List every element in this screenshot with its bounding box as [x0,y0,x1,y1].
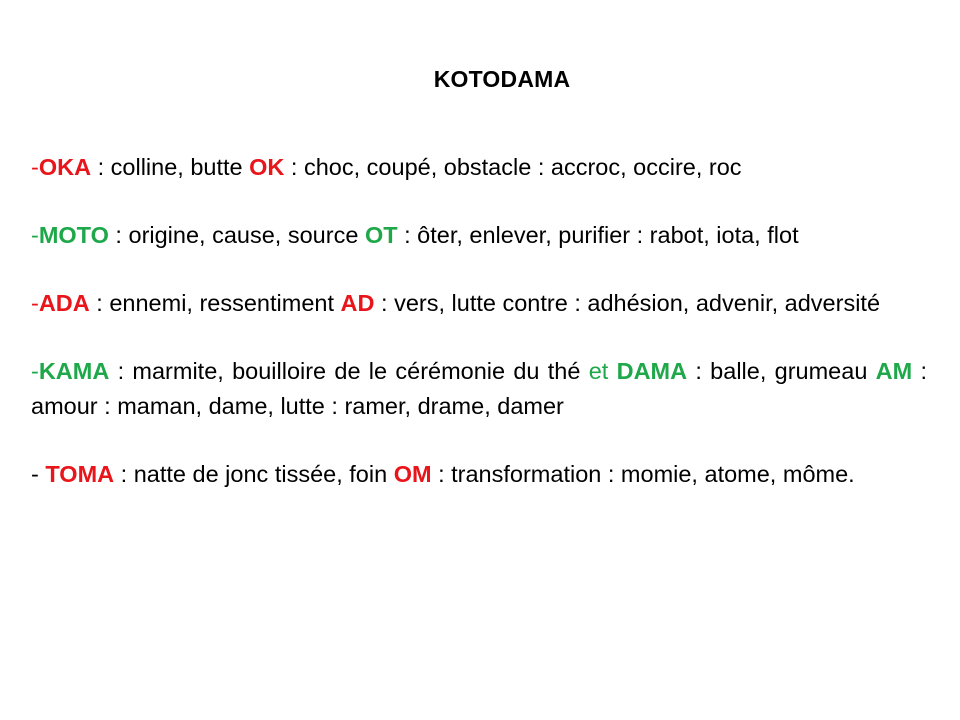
keyword-toma: TOMA [45,461,115,487]
derived-words-ot: : ôter, enlever, purifier : rabot, iota, flot [397,222,799,248]
paragraph-toma [31,457,927,492]
keyword-ada: ADA [38,290,90,316]
dash: - [31,222,39,248]
derived-words-am: : amour : maman, dame, lutte : ramer, drame, damer [31,358,928,419]
root-am: AM [875,358,913,384]
dash: - [31,358,39,384]
keyword-dama: DAMA [616,358,688,384]
derived-words-om: : transformation : momie, atome, môme. [431,461,855,487]
root-om: OM [393,461,432,487]
root-ok: OK [249,154,285,180]
dash: - [31,290,39,316]
definition-ada: : ennemi, ressentiment [89,290,341,316]
keyword-moto: MOTO [38,222,109,248]
definition-dama: : balle, grumeau [687,358,876,384]
root-ad: AD [340,290,375,316]
dash: - [31,154,39,180]
conjunction-et: et [588,358,609,384]
paragraph-oka [31,150,927,185]
keyword-oka: OKA [38,154,92,180]
definition-toma: : natte de jonc tissée, foin [114,461,394,487]
derived-words-ok: : choc, coupé, obstacle : accroc, occire, roc [284,154,742,180]
keyword-kama: KAMA [38,358,110,384]
slide-title: KOTODAMA [433,66,571,92]
paragraph-ada [31,286,927,321]
paragraph-kama [31,354,927,424]
slide-body [31,150,927,525]
dash: - [31,461,46,487]
definition-oka: : colline, butte [91,154,250,180]
root-ot: OT [364,222,398,248]
definition-kama: : marmite, bouilloire de le cérémonie du thé [109,358,589,384]
paragraph-moto [31,218,927,253]
derived-words-ad: : vers, lutte contre : adhésion, advenir, adversité [374,290,881,316]
definition-moto: : origine, cause, source [108,222,365,248]
